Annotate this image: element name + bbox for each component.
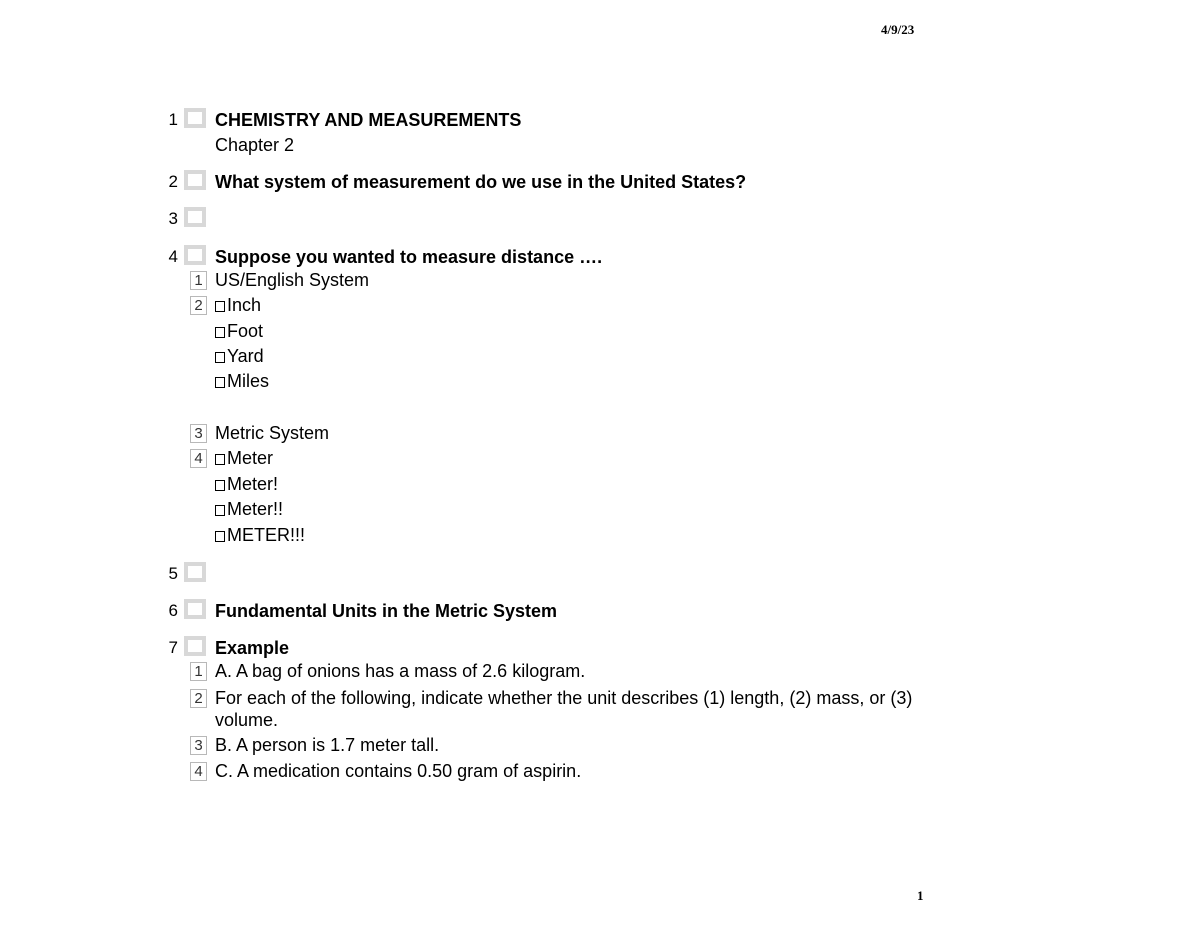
bullet-number: 3: [190, 424, 207, 443]
page-number: 1: [917, 888, 924, 903]
slide-number: 4: [168, 247, 178, 266]
slide-title: What system of measurement do we use in the United States?: [215, 172, 747, 192]
bullet-text: Miles: [227, 371, 270, 391]
slide-number: 1: [168, 110, 178, 129]
checkbox-bullet-icon: [215, 377, 225, 388]
bullet-number: 4: [190, 449, 207, 468]
slide-number: 5: [168, 564, 178, 583]
slide-subtitle: Chapter 2: [215, 135, 295, 155]
slide-number: 3: [168, 209, 178, 228]
slide-number: 7: [168, 638, 178, 657]
slide-title: Fundamental Units in the Metric System: [215, 601, 558, 621]
outline-text: Metric System: [215, 423, 330, 443]
checkbox-bullet-icon: [215, 352, 225, 363]
checkbox-bullet-icon: [215, 301, 225, 312]
slide-thumbnail: [184, 170, 206, 190]
checkbox-bullet-icon: [215, 480, 225, 491]
checkbox-bullet-icon: [215, 531, 225, 542]
bullet-item: [215, 473, 278, 495]
bullet-item: [215, 294, 261, 316]
outline-text: C. A medication contains 0.50 gram of aspirin.: [215, 761, 582, 781]
bullet-item: [215, 498, 283, 520]
bullet-number: 1: [190, 271, 207, 290]
outline-text: B. A person is 1.7 meter tall.: [215, 735, 440, 755]
outline-text-continued: volume.: [215, 710, 279, 730]
outline-text: For each of the following, indicate whether the unit describes (1) length, (2) mass, or (3): [215, 688, 913, 708]
bullet-text: Foot: [227, 321, 264, 341]
bullet-item: [215, 447, 273, 469]
slide-thumbnail: [184, 207, 206, 227]
checkbox-bullet-icon: [215, 454, 225, 465]
bullet-item: [215, 524, 305, 546]
bullet-number: 1: [190, 662, 207, 681]
outline-text: A. A bag of onions has a mass of 2.6 kilogram.: [215, 661, 586, 681]
outline-text: US/English System: [215, 270, 370, 290]
slide-thumbnail: [184, 108, 206, 128]
bullet-text: METER!!!: [227, 525, 306, 545]
bullet-item: [215, 345, 264, 367]
slide-thumbnail: [184, 599, 206, 619]
bullet-text: Meter!!: [227, 499, 284, 519]
slide-title: Suppose you wanted to measure distance ….: [215, 247, 603, 267]
print-date: 4/9/23: [881, 22, 915, 37]
slide-number: 6: [168, 601, 178, 620]
bullet-text: Inch: [227, 295, 262, 315]
bullet-number: 2: [190, 689, 207, 708]
bullet-text: Yard: [227, 346, 264, 366]
slide-title: Example: [215, 638, 290, 658]
bullet-number: 3: [190, 736, 207, 755]
bullet-number: 4: [190, 762, 207, 781]
bullet-item: [215, 370, 269, 392]
bullet-number: 2: [190, 296, 207, 315]
slide-thumbnail: [184, 562, 206, 582]
bullet-text: Meter: [227, 448, 274, 468]
slide-thumbnail: [184, 636, 206, 656]
checkbox-bullet-icon: [215, 327, 225, 338]
slide-thumbnail: [184, 245, 206, 265]
bullet-text: Meter!: [227, 474, 279, 494]
slide-title: CHEMISTRY AND MEASUREMENTS: [215, 110, 522, 130]
slide-number: 2: [168, 172, 178, 191]
checkbox-bullet-icon: [215, 505, 225, 516]
bullet-item: [215, 320, 263, 342]
